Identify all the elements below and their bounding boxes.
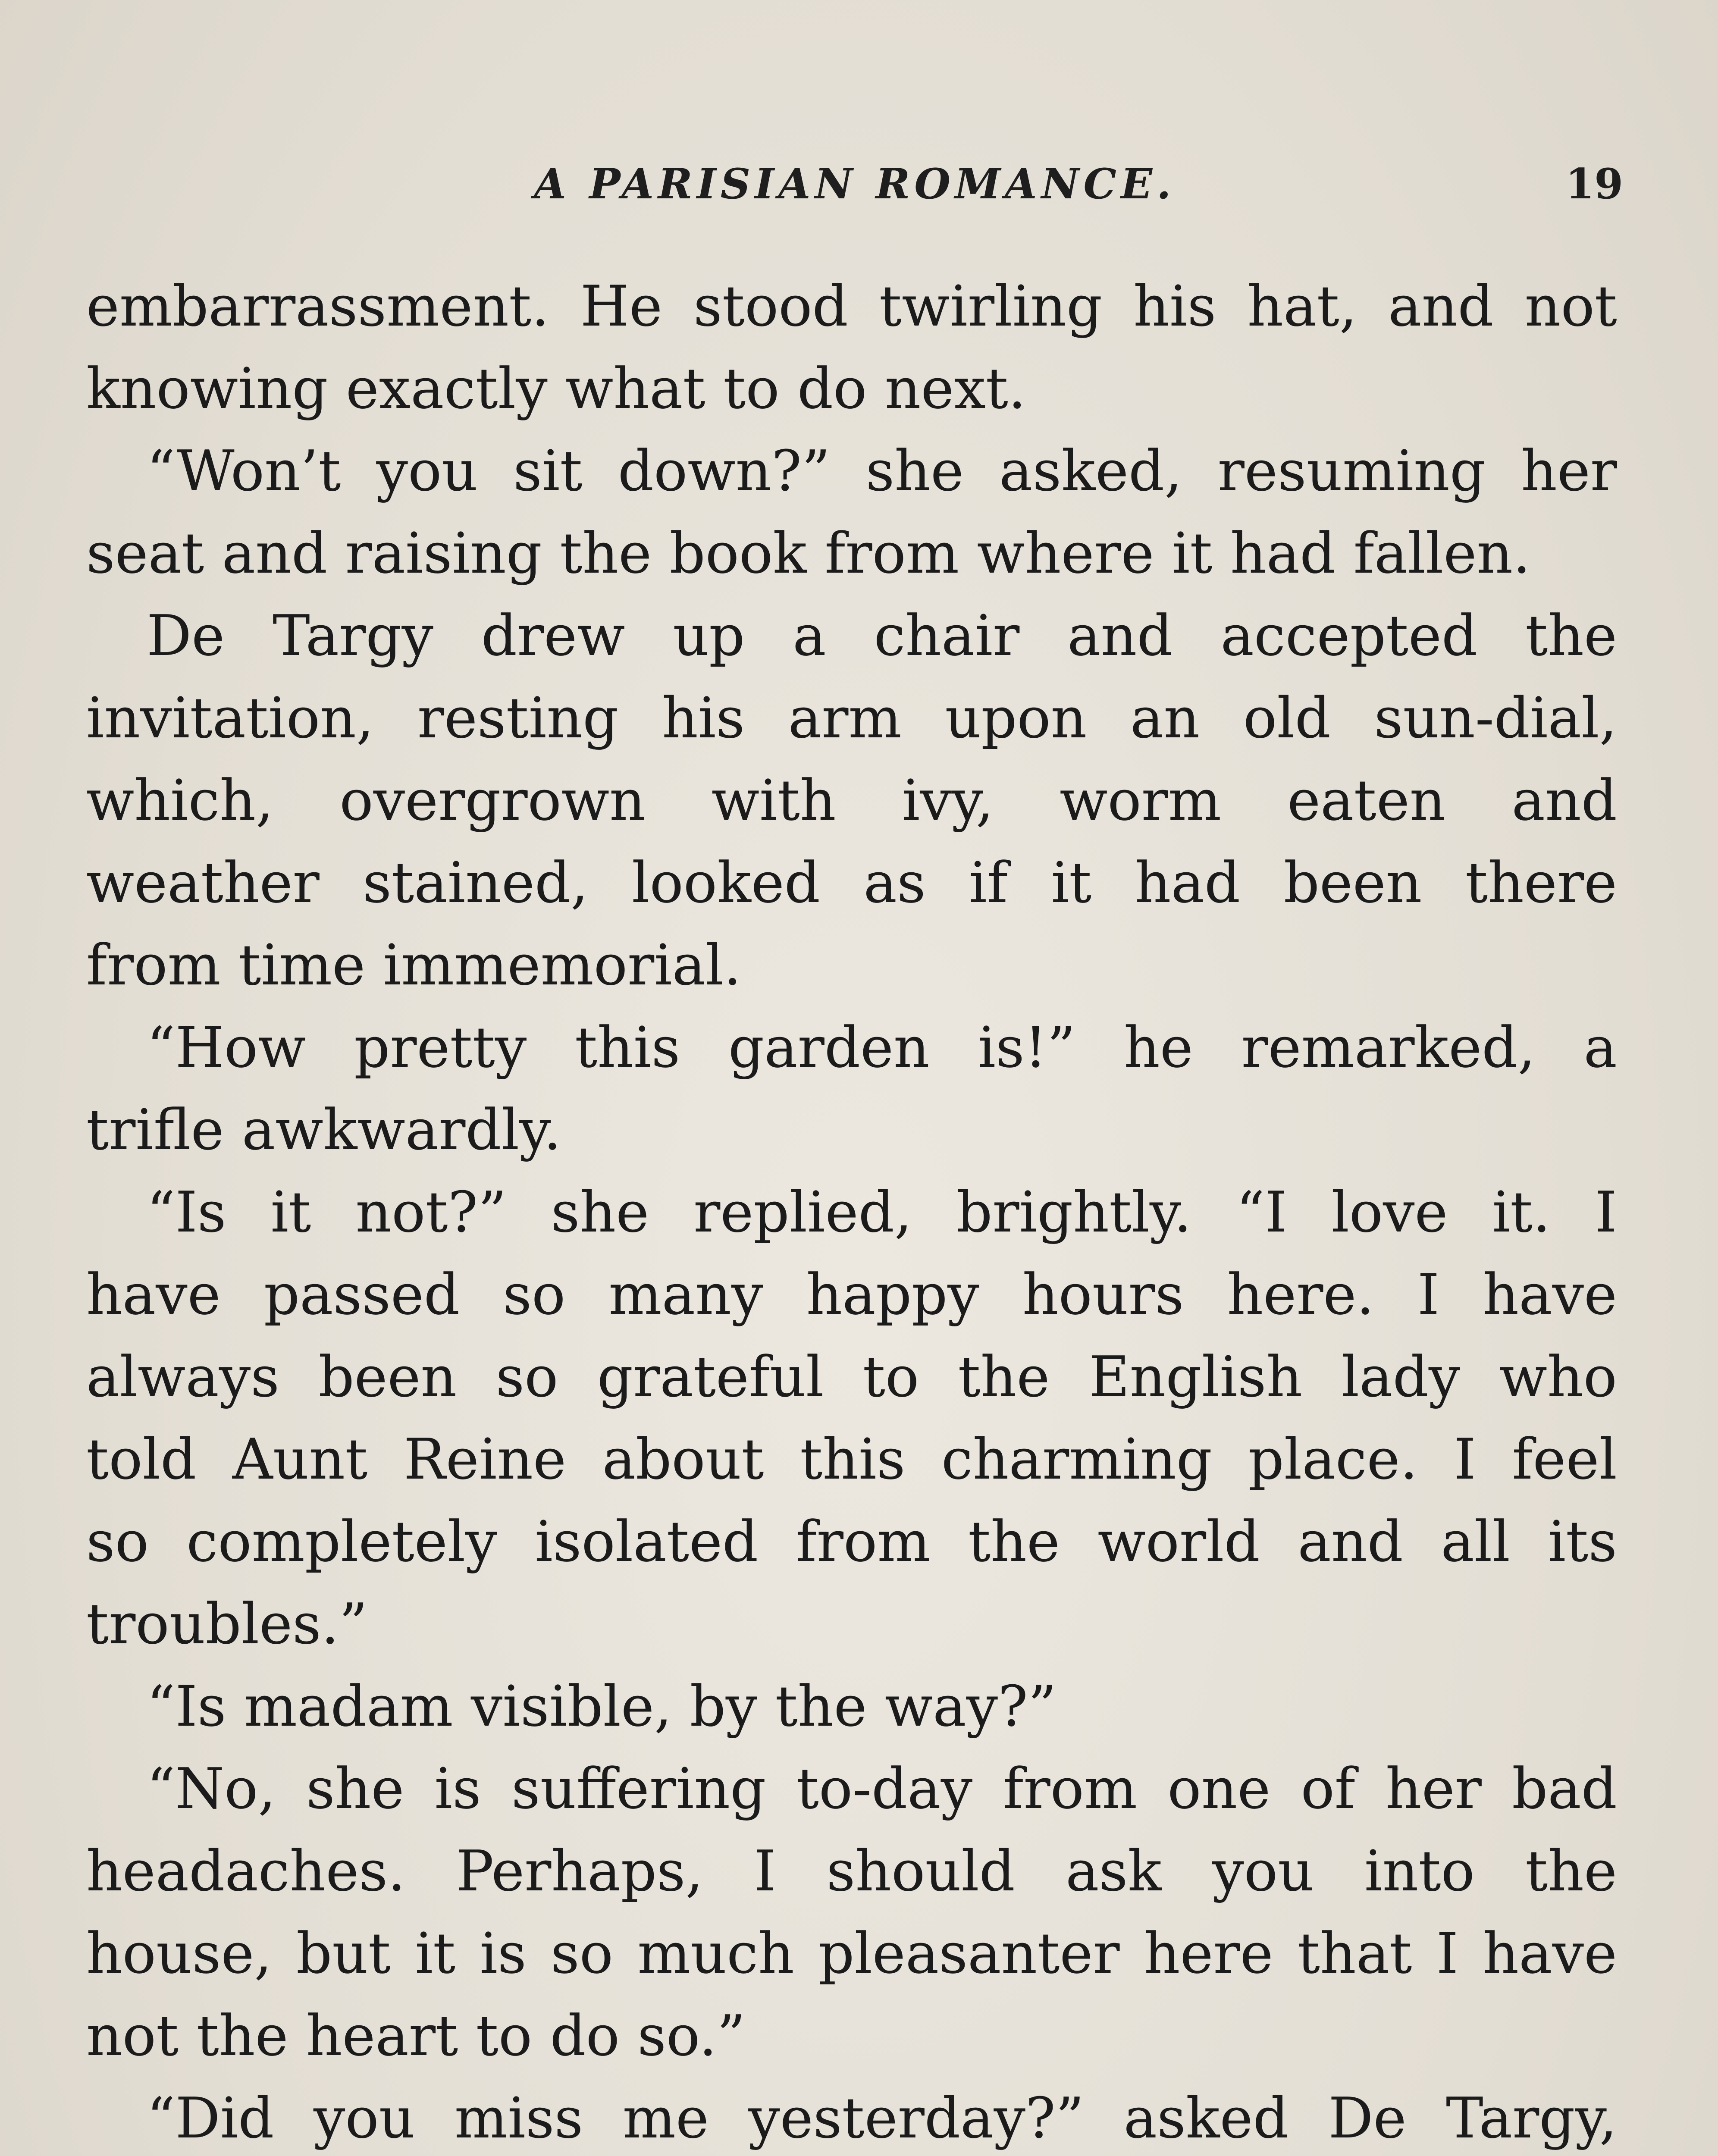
body-text: [86, 265, 1617, 2156]
text-line: always been so grateful to the English lady who: [86, 1344, 1617, 1410]
text-line: “Is it not?” she replied, brightly. “I love it. I: [147, 1179, 1617, 1245]
text-line: so completely isolated from the world and all its: [86, 1509, 1617, 1574]
text-line: “Is madam visible, by the way?”: [147, 1673, 1057, 1739]
text-line: troubles.”: [86, 1591, 368, 1657]
text-line: embarrassment. He stood twirling his hat, and not: [86, 273, 1617, 339]
text-line: trifle awkwardly.: [86, 1097, 561, 1163]
text-line: seat and raising the book from where it had fallen.: [86, 520, 1531, 586]
text-line: weather stained, looked as if it had been there: [86, 850, 1617, 915]
text-line: knowing exactly what to do next.: [86, 356, 1026, 421]
text-line: “Won’t you sit down?” she asked, resuming her: [147, 438, 1617, 504]
text-line: headaches. Perhaps, I should ask you into the: [86, 1838, 1617, 1904]
text-line: told Aunt Reine about this charming place. I feel: [86, 1426, 1617, 1492]
text-line: not the heart to do so.”: [86, 2003, 746, 2068]
running-head: A PARISIAN ROMANCE.: [534, 160, 1176, 208]
text-line: which, overgrown with ivy, worm eaten and: [86, 768, 1617, 833]
text-line: house, but it is so much pleasanter here that I have: [86, 1921, 1617, 1986]
text-line: invitation, resting his arm upon an old sun-dial,: [86, 685, 1617, 751]
page-header: [86, 160, 1623, 211]
text-line: “How pretty this garden is!” he remarked, a: [147, 1015, 1617, 1080]
text-line: have passed so many happy hours here. I have: [86, 1262, 1617, 1327]
text-line: from time immemorial.: [86, 932, 742, 998]
page-number: 19: [1565, 160, 1623, 208]
text-line: “No, she is suffering to-day from one of her bad: [147, 1756, 1617, 1821]
text-line: De Targy drew up a chair and accepted the: [147, 603, 1617, 668]
text-line: “Did you miss me yesterday?” asked De Targy,: [147, 2085, 1617, 2151]
